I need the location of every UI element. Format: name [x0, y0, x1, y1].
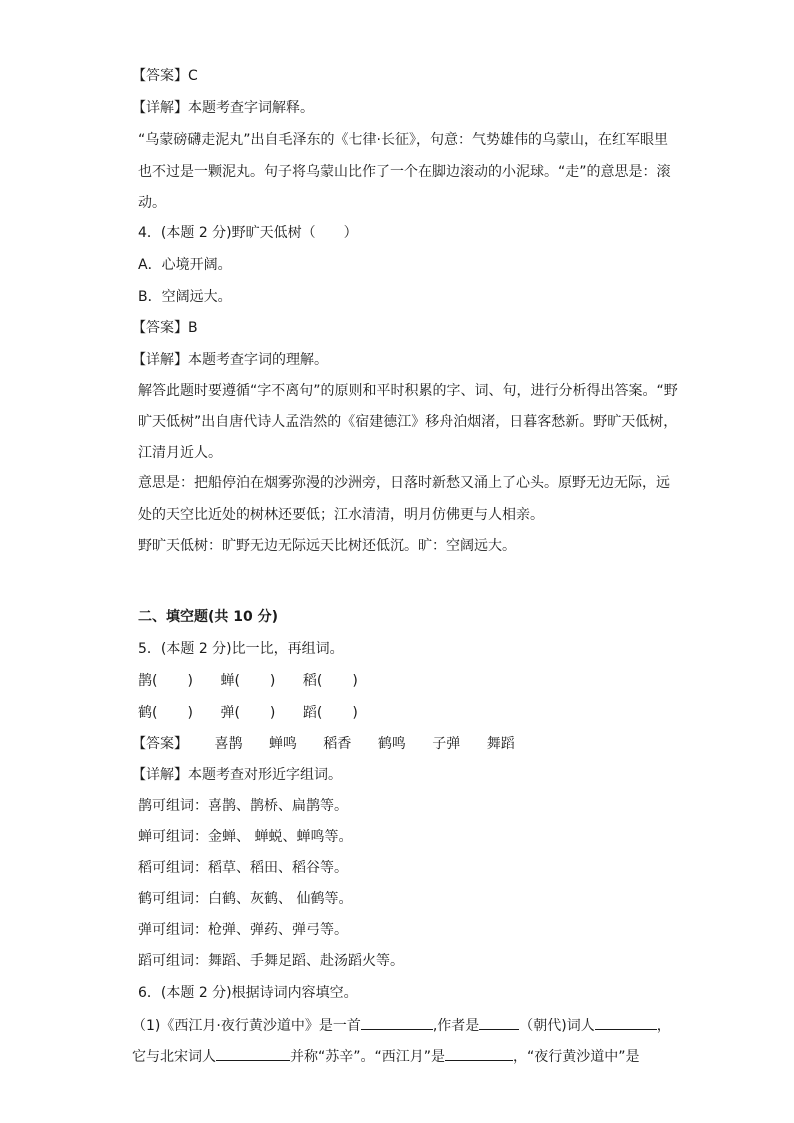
q3-paragraph-2: 也不过是一颗泥丸。句子将乌蒙山比作了一个在脚边滚动的小泥球。“走”的意思是：滚 — [138, 164, 671, 180]
q5-answer — [132, 734, 672, 754]
q6-blank[interactable] — [361, 1015, 433, 1030]
q4-paragraph-3: 江清月近人。 — [138, 445, 222, 461]
q5-char: 弹 — [220, 705, 235, 721]
q5-answer-item: 稻香 — [323, 736, 352, 752]
q5-question: 5．(本题 2 分)比一比，再组词。 — [138, 641, 344, 657]
q5-detail-line: 鹊可组词：喜鹊、鹊桥、扁鹊等。 — [138, 798, 348, 814]
q5-blank[interactable]: ( ) — [234, 705, 276, 721]
q5-answer-item: 蝉鸣 — [268, 736, 297, 752]
q5-pair — [303, 671, 361, 691]
q5-answer-item: 舞蹈 — [486, 736, 515, 752]
q6-blank[interactable] — [595, 1015, 657, 1030]
q4-question: 4．(本题 2 分)野旷天低树（ ） — [138, 225, 358, 241]
q4-paragraph-4: 意思是：把船停泊在烟雾弥漫的沙洲旁，日落时新愁又涌上了心头。原野无边无际，远 — [138, 475, 670, 491]
q4-paragraph-5: 处的天空比近处的树林还要低；江水清清，明月仿佛更与人相亲。 — [138, 507, 544, 523]
q5-blank[interactable]: ( ) — [316, 705, 358, 721]
q5-blank[interactable]: ( ) — [152, 673, 193, 689]
q5-answer-item: 喜鹊 — [214, 736, 243, 752]
q5-pair — [138, 703, 196, 723]
q5-answer-item: 子弹 — [432, 736, 461, 752]
q5-row-1 — [138, 671, 678, 691]
q4-paragraph-6: 野旷天低树：旷野无边无际远天比树还低沉。旷：空阔远大。 — [138, 538, 516, 554]
q6-line-1: （1)《西江月·夜行黄沙道中》是一首 ,作者是 （朝代)词人 ， — [132, 1015, 672, 1036]
q4-option-a: A．心境开阔。 — [138, 257, 232, 273]
q4-option-b: B．空阔远大。 — [138, 289, 232, 305]
q6-blank[interactable] — [479, 1015, 519, 1030]
q3-paragraph-3: 动。 — [138, 195, 166, 211]
q4-paragraph-2: 旷天低树”出自唐代诗人孟浩然的《宿建德江》移舟泊烟渚，日暮客愁新。野旷天低树， — [138, 414, 678, 430]
q5-detail-line: 蝉可组词：金蝉、 蝉蜕、蝉鸣等。 — [138, 829, 353, 845]
q6-blank[interactable] — [445, 1046, 513, 1061]
q5-pair — [138, 671, 196, 691]
q3-answer: 【答案】C — [132, 68, 198, 84]
q3-paragraph-1: “乌蒙磅礴走泥丸”出自毛泽东的《七律·长征》，句意：气势雄伟的乌蒙山，在红军眼里 — [138, 132, 668, 148]
q5-detail: 【详解】本题考查对形近字组词。 — [132, 767, 342, 783]
q5-pair — [220, 671, 278, 691]
q3-detail: 【详解】本题考查字词解释。 — [132, 100, 314, 116]
q5-row-2 — [138, 703, 678, 723]
q4-detail: 【详解】本题考查字词的理解。 — [132, 352, 328, 368]
q5-char: 蝉 — [220, 673, 235, 689]
section-title-fill-in: 二、填空题(共 10 分) — [138, 609, 279, 625]
q4-answer: 【答案】B — [132, 320, 198, 336]
q5-answer-label: 【答案】 — [132, 736, 188, 752]
q4-paragraph-1: 解答此题时要遵循“字不离句”的原则和平时积累的字、词、句，进行分析得出答案。“野 — [138, 383, 678, 399]
q6-question: 6．(本题 2 分)根据诗词内容填空。 — [138, 985, 358, 1001]
q5-char: 蹈 — [302, 705, 317, 721]
q5-detail-line: 鹤可组词：白鹤、灰鹤、 仙鹤等。 — [138, 891, 353, 907]
q6-line-2: 它与北宋词人 并称“苏辛”。“西江月”是 ，“夜行黄沙道中”是 — [132, 1046, 672, 1067]
q5-blank[interactable]: ( ) — [234, 673, 276, 689]
q5-detail-line: 稻可组词：稻草、稻田、稻谷等。 — [138, 860, 348, 876]
q5-char: 稻 — [302, 673, 317, 689]
q5-detail-line: 弹可组词：枪弹、弹药、弹弓等。 — [138, 922, 348, 938]
q5-blank[interactable]: ( ) — [152, 705, 193, 721]
q5-pair — [220, 703, 278, 723]
q5-blank[interactable]: ( ) — [316, 673, 358, 689]
q6-blank[interactable] — [216, 1046, 290, 1061]
q5-answer-item: 鹤鸣 — [377, 736, 406, 752]
q5-char: 鹤 — [138, 705, 152, 721]
q5-detail-line: 蹈可组词：舞蹈、手舞足蹈、赴汤蹈火等。 — [138, 953, 404, 969]
q5-char: 鹊 — [138, 673, 152, 689]
q5-pair — [303, 703, 361, 723]
